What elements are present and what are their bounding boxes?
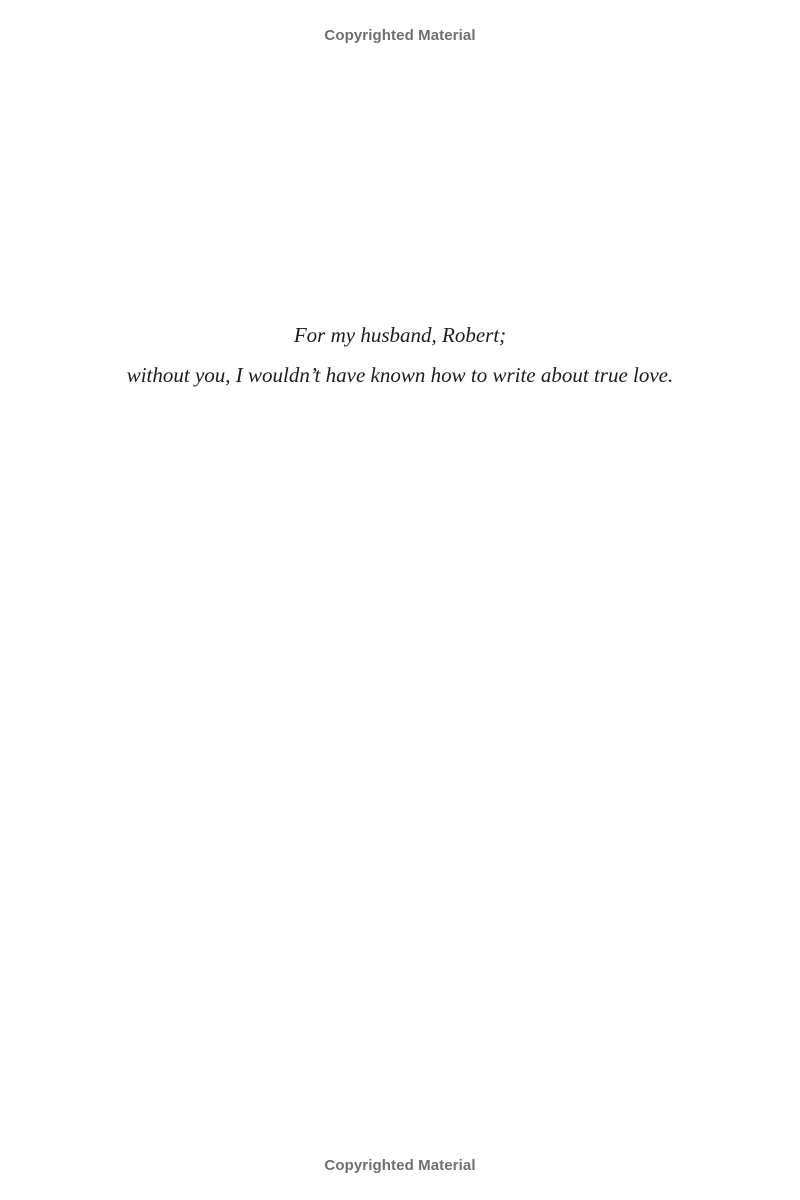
copyright-watermark-bottom: Copyrighted Material: [324, 1157, 476, 1174]
copyright-watermark-top: Copyrighted Material: [324, 27, 476, 44]
dedication-line-2: without you, I wouldn’t have known how to write about true love.: [126, 363, 674, 387]
dedication: [0, 318, 800, 398]
dedication-line-1: For my husband, Robert;: [293, 323, 507, 347]
